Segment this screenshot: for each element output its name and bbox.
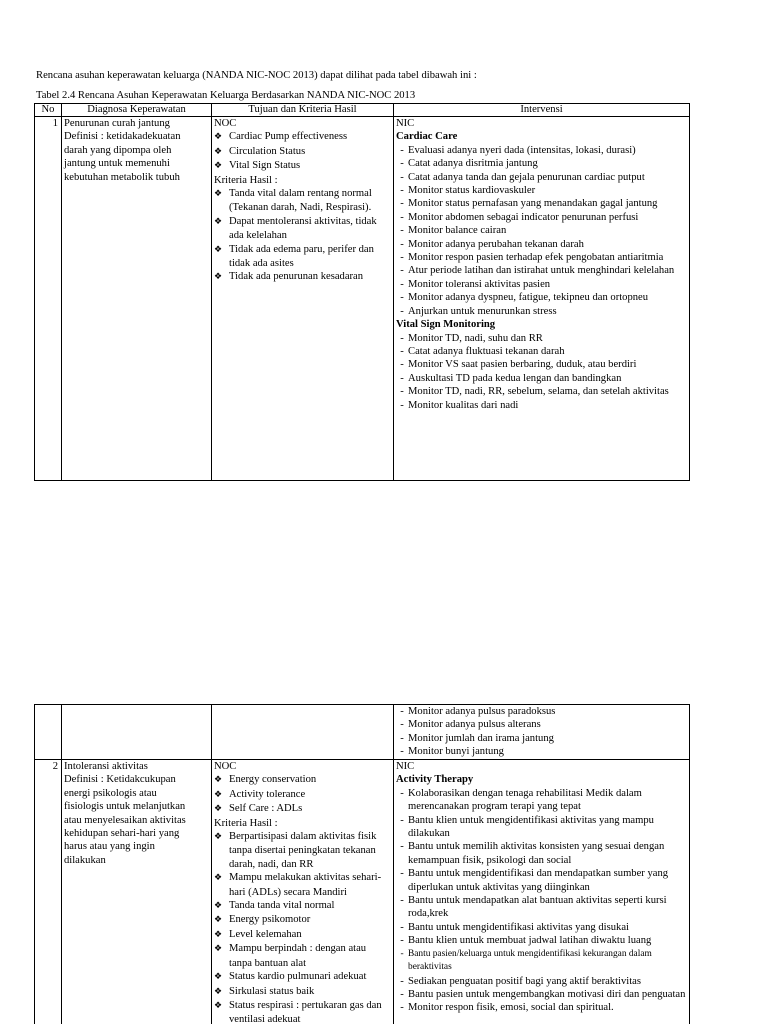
bullet-icon: ❖ bbox=[214, 789, 223, 800]
nic-item: - Auskultasi TD pada kedua lengan dan bandingkan bbox=[400, 372, 622, 384]
diagnosa-line: fisiologis untuk melanjutkan bbox=[64, 801, 186, 813]
diagnosa-line: dilakukan bbox=[64, 854, 106, 866]
table-header-row bbox=[35, 104, 690, 117]
section-title: Vital Sign Monitoring bbox=[396, 319, 496, 331]
kriteria-item: ❖ Mampu melakukan aktivitas sehari-hari (ADLs) secara Mandiri bbox=[214, 872, 382, 898]
noc-item: ❖ Self Care : ADLs bbox=[214, 802, 391, 816]
care-plan-table bbox=[34, 103, 690, 481]
table-row bbox=[35, 117, 690, 481]
nic-item: - Bantu untuk mendapatkan alat bantuan aktivitas seperti kursi roda,krek bbox=[400, 895, 667, 920]
kriteria-item: ❖ Sirkulasi status baik bbox=[214, 985, 391, 999]
nic-item: - Kolaborasikan dengan tenaga rehabilitasi Medik dalam merencanakan program terapi yang tepat bbox=[400, 787, 642, 813]
row-number: 2 bbox=[35, 760, 62, 1024]
bullet-icon: ❖ bbox=[214, 1000, 223, 1011]
bullet-icon: ❖ bbox=[214, 189, 223, 200]
kriteria-label: Kriteria Hasil : bbox=[214, 174, 278, 186]
kriteria-item: ❖ Level kelemahan bbox=[214, 928, 391, 942]
kriteria-item: ❖ Tanda vital dalam rentang normal (Tekanan darah, Nadi, Respirasi). bbox=[214, 188, 372, 214]
nic-cell bbox=[394, 760, 690, 1024]
nic-item: - Bantu klien untuk mengidentifikasi aktivitas yang mampu dilakukan bbox=[400, 814, 654, 840]
kriteria-item: ❖ Status respirasi : pertukaran gas dan ventilasi adekuat bbox=[214, 999, 382, 1024]
noc-label: NOC bbox=[214, 118, 237, 129]
bullet-icon: ❖ bbox=[214, 929, 223, 940]
kriteria-item: ❖ Status kardio pulmunari adekuat bbox=[214, 970, 391, 984]
nic-item: - Sediakan penguatan positif bagi yang aktif beraktivitas bbox=[400, 975, 641, 987]
bullet-icon: ❖ bbox=[214, 146, 223, 157]
header-tujuan: Tujuan dan Kriteria Hasil bbox=[212, 104, 394, 117]
diagnosa-line: kebutuhan metabolik tubuh bbox=[64, 171, 180, 183]
noc-item: ❖ Vital Sign Status bbox=[214, 159, 391, 173]
noc-cell bbox=[212, 760, 394, 1024]
nic-item: - Monitor TD, nadi, RR, sebelum, selama, dan setelah aktivitas bbox=[400, 386, 669, 398]
bullet-icon: ❖ bbox=[214, 272, 223, 283]
diagnosa-cell bbox=[62, 117, 212, 481]
noc-item: ❖ Circulation Status bbox=[214, 145, 391, 159]
empty-cell bbox=[212, 705, 394, 760]
bullet-icon: ❖ bbox=[214, 161, 223, 172]
nic-item: - Monitor VS saat pasien berbaring, duduk, atau berdiri bbox=[400, 359, 637, 371]
care-plan-table-continued bbox=[34, 704, 690, 1024]
header-diagnosa: Diagnosa Keperawatan bbox=[62, 104, 212, 117]
table-caption: Tabel 2.4 Rencana Asuhan Keperawatan Keluarga Berdasarkan NANDA NIC-NOC 2013 bbox=[36, 90, 416, 101]
intro-text: Rencana asuhan keperawatan keluarga (NANDA NIC-NOC 2013) dapat dilihat pada tabel dibawah ini : bbox=[36, 70, 477, 81]
nic-item: - Bantu klien untuk membuat jadwal latihan diwaktu luang bbox=[400, 935, 652, 947]
kriteria-label: Kriteria Hasil : bbox=[214, 817, 278, 829]
bullet-icon: ❖ bbox=[214, 901, 223, 912]
diagnosa-cell bbox=[62, 760, 212, 1024]
nic-item: - Monitor kualitas dari nadi bbox=[400, 399, 519, 411]
empty-cell bbox=[35, 705, 62, 760]
table-row bbox=[35, 705, 690, 760]
kriteria-item: ❖ Dapat mentoleransi aktivitas, tidak ada kelelahan bbox=[214, 215, 377, 242]
kriteria-item: ❖ Tanda tanda vital normal bbox=[214, 899, 391, 913]
noc-item: ❖ Cardiac Pump effectiveness bbox=[214, 130, 391, 144]
bullet-icon: ❖ bbox=[214, 775, 223, 786]
diagnosa-line: kehidupan sehari-hari yang bbox=[64, 828, 180, 840]
nic-item: - Monitor adanya perubahan tekanan darah bbox=[400, 238, 584, 250]
nic-item: - Anjurkan untuk menurunkan stress bbox=[400, 305, 557, 317]
nic-item: - Catat adanya fluktuasi tekanan darah bbox=[400, 345, 565, 357]
nic-item: - Atur periode latihan dan istirahat untuk menghindari kelelahan bbox=[400, 265, 675, 277]
nic-item: - Bantu pasien/keluarga untuk mengidentifikasi kekurangan dalam beraktivitas bbox=[400, 948, 652, 973]
noc-cell bbox=[212, 117, 394, 481]
nic-item: - Monitor bunyi jantung bbox=[400, 746, 504, 758]
diagnosa-line: energi psikologis atau bbox=[64, 787, 157, 799]
nic-item: - Bantu untuk memilih aktivitas konsisten yang sesuai dengan kemampuan fisik, psikologi dan social bbox=[400, 841, 665, 866]
table-row bbox=[35, 760, 690, 1024]
nic-item: - Monitor jumlah dan irama jantung bbox=[400, 732, 554, 744]
nic-item: - Monitor status pernafasan yang menandakan gagal jantung bbox=[400, 198, 658, 210]
kriteria-item: ❖ Berpartisipasi dalam aktivitas fisik tanpa disertai peningkatan tekanan darah, nadi, dan RR bbox=[214, 831, 377, 870]
bullet-icon: ❖ bbox=[214, 244, 223, 255]
section-title: Activity Therapy bbox=[396, 774, 474, 786]
bullet-icon: ❖ bbox=[214, 915, 223, 926]
nic-item: - Bantu pasien untuk mengembangkan motivasi diri dan penguatan bbox=[400, 988, 686, 1000]
bullet-icon: ❖ bbox=[214, 986, 223, 997]
nic-item: - Catat adanya tanda dan gejala penurunan cardiac putput bbox=[400, 171, 645, 183]
kriteria-item: ❖ Tidak ada edema paru, perifer dan tidak ada asites bbox=[214, 243, 374, 270]
nic-item: - Monitor respon fisik, emosi, social dan spiritual. bbox=[400, 1002, 614, 1014]
diagnosa-line: Intoleransi aktivitas bbox=[64, 761, 148, 772]
nic-item: - Monitor TD, nadi, suhu dan RR bbox=[400, 332, 543, 344]
diagnosa-line: Definisi : Ketidakcukupan bbox=[64, 774, 176, 786]
bullet-icon: ❖ bbox=[214, 132, 223, 143]
diagnosa-line: harus atau yang ingin bbox=[64, 841, 155, 853]
nic-label: NIC bbox=[396, 118, 415, 129]
header-intervensi: Intervensi bbox=[394, 104, 690, 117]
diagnosa-line: Penurunan curah jantung bbox=[64, 118, 170, 129]
nic-item: - Monitor respon pasien terhadap efek pengobatan antiaritmia bbox=[400, 252, 664, 264]
header-no: No bbox=[35, 104, 62, 117]
nic-item: - Monitor toleransi aktivitas pasien bbox=[400, 278, 551, 290]
nic-item: - Catat adanya disritmia jantung bbox=[400, 158, 538, 170]
nic-item: - Monitor status kardiovaskuler bbox=[400, 185, 536, 197]
diagnosa-line: Definisi : ketidakadekuatan bbox=[64, 131, 181, 143]
nic-label: NIC bbox=[396, 761, 415, 772]
noc-label: NOC bbox=[214, 761, 237, 772]
bullet-icon: ❖ bbox=[214, 944, 223, 955]
bullet-icon: ❖ bbox=[214, 873, 223, 884]
noc-item: ❖ Activity tolerance bbox=[214, 788, 391, 802]
nic-item: - Monitor balance cairan bbox=[400, 225, 507, 237]
nic-item: - Evaluasi adanya nyeri dada (intensitas, lokasi, durasi) bbox=[400, 144, 636, 156]
diagnosa-line: jantung untuk memenuhi bbox=[64, 158, 170, 170]
bullet-icon: ❖ bbox=[214, 972, 223, 983]
nic-cell bbox=[394, 705, 690, 760]
diagnosa-line: darah yang dipompa oleh bbox=[64, 144, 172, 156]
kriteria-item: ❖ Mampu berpindah : dengan atau tanpa bantuan alat bbox=[214, 943, 367, 969]
bullet-icon: ❖ bbox=[214, 832, 223, 843]
row-number: 1 bbox=[35, 117, 62, 481]
kriteria-item: ❖ Energy psikomotor bbox=[214, 913, 391, 927]
nic-item: - Monitor adanya pulsus alterans bbox=[400, 719, 541, 731]
nic-cell bbox=[394, 117, 690, 481]
nic-item: - Monitor abdomen sebagai indicator penurunan perfusi bbox=[400, 211, 639, 223]
noc-item: ❖ Energy conservation bbox=[214, 773, 391, 787]
diagnosa-line: atau menyelesaikan aktivitas bbox=[64, 814, 186, 826]
bullet-icon: ❖ bbox=[214, 804, 223, 815]
kriteria-item: ❖ Tidak ada penurunan kesadaran bbox=[214, 270, 391, 284]
bullet-icon: ❖ bbox=[214, 216, 223, 227]
nic-item: - Monitor adanya pulsus paradoksus bbox=[400, 706, 556, 717]
nic-item: - Bantu untuk mengidentifikasi aktivitas yang disukai bbox=[400, 921, 629, 933]
empty-cell bbox=[62, 705, 212, 760]
nic-item: - Bantu untuk mengidentifikasi dan mendapatkan sumber yang diperlukan untuk aktivitas yang diinginkan bbox=[400, 868, 669, 893]
section-title: Cardiac Care bbox=[396, 131, 458, 143]
nic-item: - Monitor adanya dyspneu, fatigue, tekipneu dan ortopneu bbox=[400, 292, 649, 304]
